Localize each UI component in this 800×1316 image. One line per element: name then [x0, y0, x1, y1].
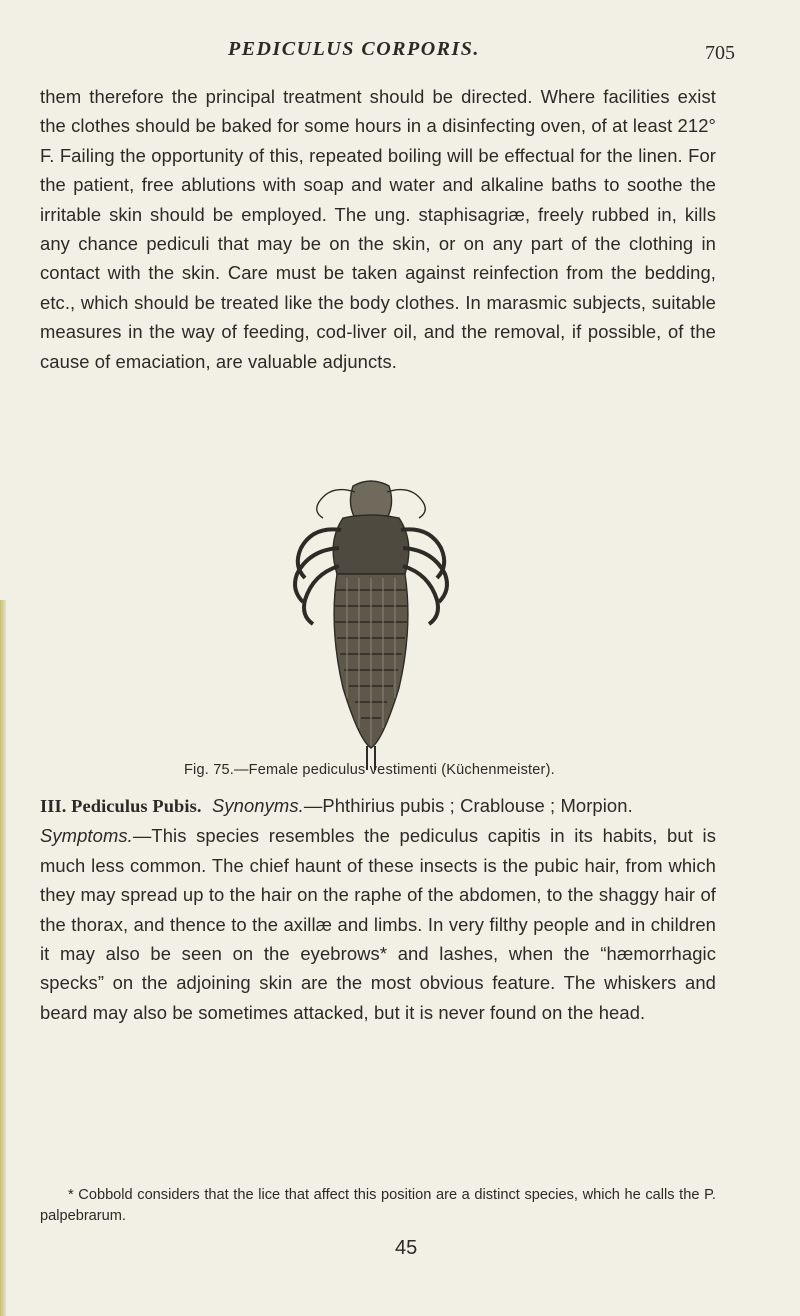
synonyms-label: Synonyms.	[211, 795, 304, 816]
louse-illustration	[283, 478, 458, 778]
figure-caption: Fig. 75.—Female pediculus vestimenti (Küchenmeister).	[184, 762, 555, 778]
section-pediculus-pubis	[40, 791, 716, 1027]
synonyms-text: —Phthirius pubis ; Crablouse ; Morpion.	[303, 795, 633, 816]
running-head: PEDICULUS CORPORIS.	[228, 38, 480, 60]
signature-mark: 45	[395, 1237, 418, 1259]
page-number: 705	[705, 42, 735, 64]
symptoms-text-after: and lashes, when the “hæmorrhagic specks” on the adjoining skin are the most obvious feature. The whiskers and beard may also be sometimes attacked, but it is never found on the head.	[40, 943, 717, 1023]
footnote: * Cobbold considers that the lice that affect this position are a distinct species, which he calls the P. palpebrarum.	[40, 1187, 716, 1224]
section-heading: III. Pediculus Pubis.	[40, 796, 202, 816]
symptoms-label: Symptoms.	[40, 825, 133, 847]
page-edge-shadow	[0, 600, 6, 1316]
paragraph-treatment: them therefore the principal treatment should be directed. Where facilities exist the clothes should be baked for some hours in a disinfecting oven, of at least 212° F. Failing the opportunity of this, repeated boiling will be effectual for the linen. For the patient, free ablutions with soap and water and alkaline baths to soothe the irritable skin should be employed. The ung. staphisagriæ, freely rubbed in, kills any chance pediculi that may be on the skin, or on any part of the clothing in contact with the skin. Care must be taken against reinfection from the bedding, etc., which should be treated like the body clothes. In marasmic subjects, suitable measures in the way of feeding, cod-liver oil, and the removal, if possible, of the cause of emaciation, are valuable adjuncts.	[40, 86, 716, 372]
symptoms-text-before: —This species resembles the pediculus capitis in its habits, but is much less common. The chief haunt of these insects is the pubic hair, from which they may spread up to the hair on the raphe of the abdomen, to the shaggy hair of the thorax, and thence to the axillæ and limbs. In very filthy people and in children it may also be seen on the eyebrows*	[40, 825, 716, 965]
